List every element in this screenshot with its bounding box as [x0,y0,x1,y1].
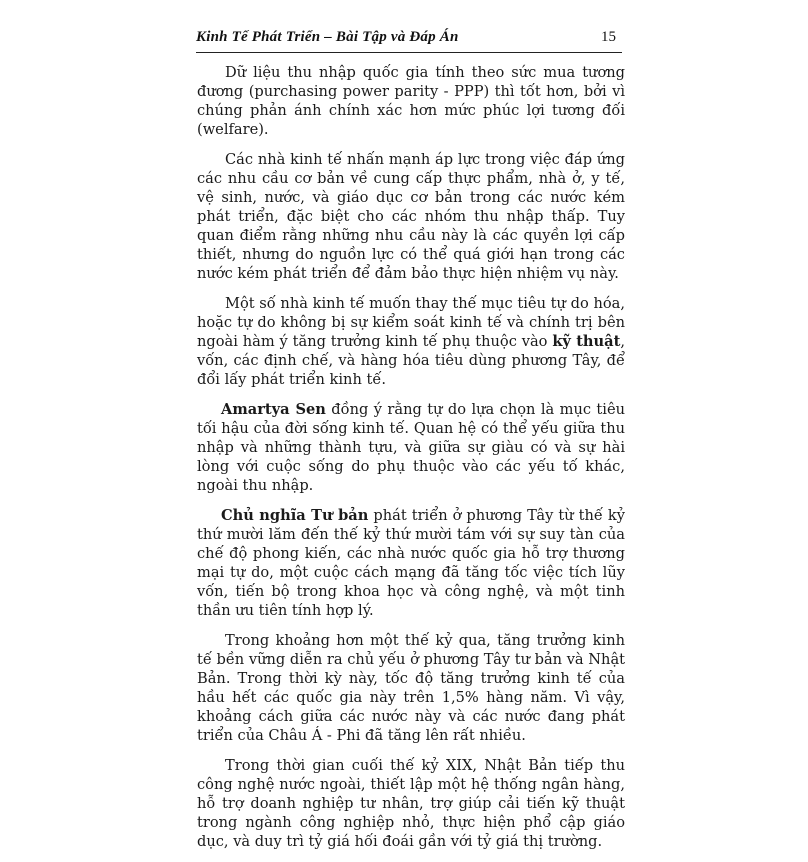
running-head: Kinh Tế Phát Triển – Bài Tập và Đáp Án [196,29,459,45]
emphasis-technology: kỹ thuật [552,333,621,350]
paragraph-growth: Trong khoảng hơn một thế kỷ qua, tăng trưởng kinh tế bền vững diễn ra chủ yếu ở phương Tây tư bản và Nhật Bản. Trong thời kỳ này, tốc độ tăng trưởng kinh tế của hầu hết các quốc gia này trên 1,5% hàng năm. Vì vậy, khoảng cách giữa các nước này và các nước đang phát triển của Châu Á - Phi đã tăng lên rất nhiều. [197,632,626,744]
paragraph-amartya-sen: Amartya Sen đồng ý rằng tự do lựa chọn là mục tiêu tối hậu của đời sống kinh tế. Quan hệ có thể yếu giữa thu nhập và những thành tựu, và giữa sự giàu có và sự hài lòng với cuộc sống do phụ thuộc vào các yếu tố khác, ngoài thu nhập. [197,401,626,494]
emphasis-capitalism: Chủ nghĩa Tư bản [221,507,369,524]
page-header [196,26,622,53]
emphasis-amartya-sen: Amartya Sen [221,401,326,418]
paragraph-japan: Trong thời gian cuối thế kỷ XIX, Nhật Bản tiếp thu công nghệ nước ngoài, thiết lập một hệ thống ngân hàng, hỗ trợ doanh nghiệp tư nhân, trợ giúp cải tiến kỹ thuật trong ngành công nghiệp nhỏ, thực hiện phổ cập giáo dục, và duy trì tỷ giá hối đoái gần với tỷ giá thị trường. [197,757,625,850]
page-body [197,63,625,862]
paragraph-ppp: Dữ liệu thu nhập quốc gia tính theo sức mua tương đương (purchasing power parity - PPP) thì tốt hơn, bởi vì chúng phản ánh chính xác hơn mức phúc lợi tương đối (welfare). [197,64,625,138]
page-number: 15 [601,29,616,45]
paragraph-basic-needs: Các nhà kinh tế nhấn mạnh áp lực trong việc đáp ứng các nhu cầu cơ bản về cung cấp thực phẩm, nhà ở, y tế, vệ sinh, nước, và giáo dục cơ bản trong các nước kém phát triển, đặc biệt cho các nhóm thu nhập thấp. Tuy quan điểm rằng những nhu cầu này là các quyền lợi cấp thiết, nhưng do nguồn lực có thể quá giới hạn trong các nước kém phát triển để đảm bảo thực hiện nhiệm vụ này. [197,151,625,282]
paragraph-freedom: Một số nhà kinh tế muốn thay thế mục tiêu tự do hóa, hoặc tự do không bị sự kiểm soát kinh tế và chính trị bên ngoài hàm ý tăng trưởng kinh tế phụ thuộc vào kỹ thuật, vốn, các định chế, và hàng hóa tiêu dùng phương Tây, để đổi lấy phát triển kinh tế. [197,295,625,388]
paragraph-capitalism: Chủ nghĩa Tư bản phát triển ở phương Tây từ thế kỷ thứ mười lăm đến thế kỷ thứ mười tám với sự suy tàn của chế độ phong kiến, các nhà nước quốc gia hỗ trợ thương mại tự do, một cuộc cách mạng đã tăng tốc việc tích lũy vốn, tiến bộ trong khoa học và công nghệ, và một tinh thần ưu tiên tính hợp lý. [197,507,625,619]
